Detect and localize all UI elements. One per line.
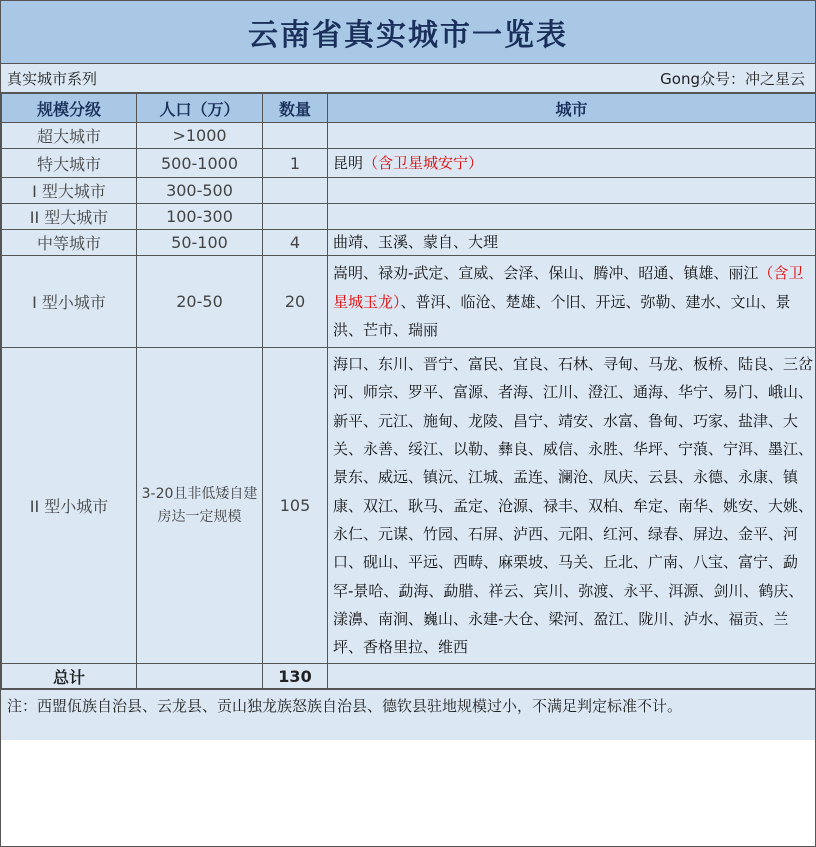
population-cell: 3-20且非低矮自建房达一定规模 <box>137 348 263 664</box>
total-cities-cell <box>328 664 816 689</box>
total-population-cell <box>137 664 263 689</box>
page-title: 云南省真实城市一览表 <box>1 1 815 64</box>
grade-cell: I 型大城市 <box>2 178 137 204</box>
table-row <box>2 178 816 204</box>
satellite-note: （含卫星城安宁） <box>363 154 484 172</box>
table-row <box>2 149 816 178</box>
cities-cell: 曲靖、玉溪、蒙自、大理 <box>328 230 816 256</box>
population-cell: 300-500 <box>137 178 263 204</box>
header-count: 数量 <box>263 94 328 123</box>
header-cities: 城市 <box>328 94 816 123</box>
count-cell: 20 <box>263 256 328 348</box>
table-row <box>2 348 816 664</box>
table-row <box>2 123 816 149</box>
table-row <box>2 230 816 256</box>
population-cell: 100-300 <box>137 204 263 230</box>
grade-cell: 特大城市 <box>2 149 137 178</box>
city-table <box>1 93 816 689</box>
table-row <box>2 256 816 348</box>
count-cell: 4 <box>263 230 328 256</box>
grade-cell: I 型小城市 <box>2 256 137 348</box>
total-count: 130 <box>263 664 328 689</box>
cities-cell <box>328 204 816 230</box>
series-label: 真实城市系列 <box>7 69 98 88</box>
count-cell: 105 <box>263 348 328 664</box>
header-population: 人口（万） <box>137 94 263 123</box>
grade-cell: 中等城市 <box>2 230 137 256</box>
header-row <box>2 94 816 123</box>
population-cell: 500-1000 <box>137 149 263 178</box>
population-cell: >1000 <box>137 123 263 149</box>
satellite-note: （含卫星城玉龙） <box>333 264 804 311</box>
cities-cell: 海口、东川、晋宁、富民、宜良、石林、寻甸、马龙、板桥、陆良、三岔河、师宗、罗平、富源、者海、江川、澄江、通海、华宁、易门、峨山、新平、元江、施甸、龙陵、昌宁、靖安、水富、鲁甸、巧家、盐津、大关、永善、绥江、以勒、彝良、威信、永胜、华坪、宁蒗、宁洱、墨江、景东、威远、镇沅、江城、孟连、澜沧、凤庆、云县、永德、永康、镇康、双江、耿马、孟定、沧源、禄丰、双柏、牟定、南华、姚安、大姚、永仁、元谋、竹园、石屏、泸西、元阳、红河、绿春、屏边、金平、河口、砚山、平远、西畴、麻栗坡、马关、丘北、广南、八宝、富宁、勐罕-景哈、勐海、勐腊、祥云、宾川、弥渡、永平、洱源、剑川、鹤庆、漾濞、南涧、巍山、永建-大仓、梁河、盈江、陇川、泸水、福贡、兰坪、香格里拉、维西 <box>328 348 816 664</box>
table-row <box>2 204 816 230</box>
count-cell <box>263 123 328 149</box>
header-grade: 规模分级 <box>2 94 137 123</box>
cities-cell <box>328 149 816 178</box>
account-label: Gong众号：冲之星云 <box>660 69 805 88</box>
count-cell <box>263 178 328 204</box>
cities-list: 、普洱、临沧、楚雄、个旧、开远、弥勒、建水、文山、景洪、芒市、瑞丽 <box>333 292 791 339</box>
grade-cell: 超大城市 <box>2 123 137 149</box>
subtitle-bar <box>1 64 815 93</box>
footnote: 注：西盟佤族自治县、云龙县、贡山独龙族怒族自治县、德钦县驻地规模过小，不满足判定标准不计。 <box>1 689 815 740</box>
count-cell: 1 <box>263 149 328 178</box>
count-cell <box>263 204 328 230</box>
cities-list: 昆明 <box>333 154 364 172</box>
cities-cell <box>328 256 816 348</box>
grade-cell: II 型小城市 <box>2 348 137 664</box>
cities-list: 嵩明、禄劝-武定、宣威、会泽、保山、腾冲、昭通、镇雄、丽江 <box>333 264 759 283</box>
population-cell: 50-100 <box>137 230 263 256</box>
total-row <box>2 664 816 689</box>
cities-cell <box>328 178 816 204</box>
grade-cell: II 型大城市 <box>2 204 137 230</box>
cities-cell <box>328 123 816 149</box>
total-label: 总计 <box>2 664 137 689</box>
population-cell: 20-50 <box>137 256 263 348</box>
